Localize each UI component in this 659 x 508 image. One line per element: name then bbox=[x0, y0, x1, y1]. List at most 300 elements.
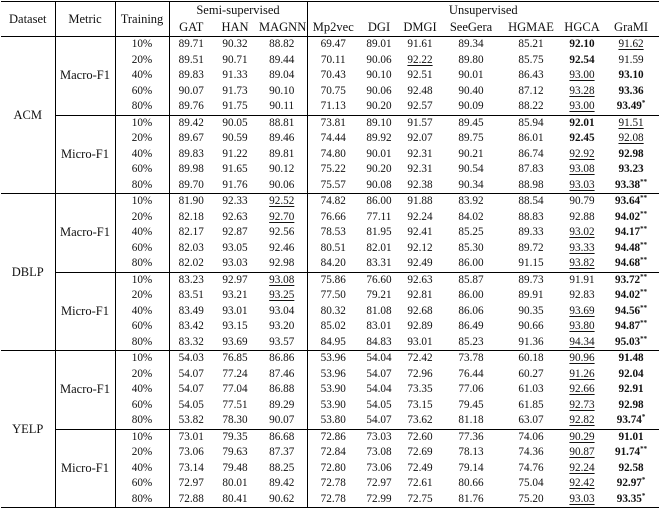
cell-hgca bbox=[561, 147, 603, 163]
cell-grami bbox=[603, 131, 659, 147]
cell-value: 91.73 bbox=[222, 84, 248, 97]
cell-dmgi bbox=[399, 476, 441, 492]
cell-value: 88.82 bbox=[269, 38, 295, 51]
metric-label: Macro-F1 bbox=[55, 37, 115, 116]
cell-dgi bbox=[359, 304, 399, 320]
cell-hgca bbox=[561, 476, 603, 492]
cell-gat bbox=[169, 241, 213, 257]
cell-value: 86.00 bbox=[366, 195, 392, 208]
cell-value: 91.88 bbox=[407, 195, 433, 208]
cell-value: 90.11 bbox=[269, 100, 295, 113]
cell-value: 93.08 bbox=[269, 273, 295, 286]
cell-hgca bbox=[561, 429, 603, 445]
cell-value: 72.60 bbox=[407, 430, 433, 443]
cell-value: 80.51 bbox=[320, 241, 346, 254]
cell-gat bbox=[169, 304, 213, 320]
cell-value: 73.15 bbox=[407, 398, 433, 411]
cell-value: 92.24 bbox=[569, 461, 595, 474]
cell-dmgi bbox=[399, 194, 441, 210]
cell-value: 73.62 bbox=[407, 414, 433, 427]
significance-marker: ** bbox=[640, 445, 648, 454]
cell-magnn bbox=[257, 241, 307, 257]
cell-hgca bbox=[561, 461, 603, 477]
cell-han bbox=[213, 147, 257, 163]
cell-value: 92.87 bbox=[222, 226, 248, 239]
cell-gat bbox=[169, 53, 213, 69]
cell-value: 86.43 bbox=[518, 69, 544, 82]
cell-grami bbox=[603, 256, 659, 272]
cell-gat bbox=[169, 351, 213, 367]
cell-value: 89.83 bbox=[178, 69, 204, 82]
cell-dgi bbox=[359, 147, 399, 163]
cell-value: 72.78 bbox=[320, 477, 346, 490]
cell-value: 90.07 bbox=[178, 84, 204, 97]
cell-value: 75.57 bbox=[320, 178, 346, 191]
cell-magnn bbox=[257, 398, 307, 414]
cell-value: 72.96 bbox=[407, 367, 433, 380]
cell-gat bbox=[169, 115, 213, 131]
cell-value: 90.20 bbox=[366, 163, 392, 176]
cell-value: 63.07 bbox=[518, 414, 544, 427]
cell-mp2vec bbox=[307, 178, 359, 194]
cell-hgmae bbox=[501, 492, 561, 508]
training-ratio: 80% bbox=[115, 178, 169, 194]
cell-mp2vec bbox=[307, 225, 359, 241]
cell-mp2vec bbox=[307, 256, 359, 272]
dataset-label: YELP bbox=[1, 351, 55, 508]
header-dataset: Dataset bbox=[1, 2, 55, 37]
cell-value: 77.11 bbox=[366, 210, 392, 223]
cell-hgca bbox=[561, 335, 603, 351]
training-ratio: 40% bbox=[115, 225, 169, 241]
cell-value: 90.34 bbox=[458, 178, 484, 191]
cell-value: 91.01 bbox=[618, 430, 644, 443]
cell-value: 72.86 bbox=[320, 430, 346, 443]
cell-hgmae bbox=[501, 382, 561, 398]
cell-value: 93.80 bbox=[569, 320, 595, 333]
cell-dgi bbox=[359, 335, 399, 351]
cell-seegera bbox=[441, 304, 501, 320]
cell-grami bbox=[603, 288, 659, 304]
cell-value: 92.10 bbox=[569, 38, 595, 51]
cell-hgmae bbox=[501, 68, 561, 84]
cell-value: 94.02 bbox=[614, 289, 641, 302]
cell-han bbox=[213, 162, 257, 178]
cell-grami bbox=[603, 382, 659, 398]
cell-grami bbox=[603, 492, 659, 508]
cell-value: 92.98 bbox=[269, 257, 295, 270]
cell-magnn bbox=[257, 413, 307, 429]
cell-dmgi bbox=[399, 288, 441, 304]
cell-han bbox=[213, 256, 257, 272]
cell-value: 92.56 bbox=[269, 226, 295, 239]
cell-dmgi bbox=[399, 413, 441, 429]
cell-dgi bbox=[359, 461, 399, 477]
cell-value: 82.03 bbox=[178, 241, 204, 254]
cell-value: 89.42 bbox=[178, 116, 204, 129]
cell-value: 90.21 bbox=[458, 147, 484, 160]
cell-value: 93.49 bbox=[616, 100, 642, 113]
cell-value: 92.91 bbox=[618, 383, 644, 396]
cell-value: 91.62 bbox=[618, 38, 644, 51]
cell-grami bbox=[603, 241, 659, 257]
cell-dgi bbox=[359, 351, 399, 367]
cell-hgmae bbox=[501, 131, 561, 147]
cell-seegera bbox=[441, 115, 501, 131]
header-method-grami: GraMI bbox=[603, 19, 659, 37]
cell-value: 85.02 bbox=[320, 320, 346, 333]
cell-hgmae bbox=[501, 178, 561, 194]
cell-mp2vec bbox=[307, 288, 359, 304]
cell-value: 73.06 bbox=[366, 461, 392, 474]
cell-value: 93.69 bbox=[222, 335, 248, 348]
training-ratio: 20% bbox=[115, 131, 169, 147]
cell-value: 93.05 bbox=[222, 241, 248, 254]
cell-value: 89.34 bbox=[458, 38, 484, 51]
cell-value: 91.61 bbox=[407, 38, 433, 51]
cell-han bbox=[213, 398, 257, 414]
cell-value: 90.01 bbox=[366, 147, 392, 160]
cell-seegera bbox=[441, 445, 501, 461]
metric-label: Macro-F1 bbox=[55, 194, 115, 273]
cell-dmgi bbox=[399, 335, 441, 351]
cell-value: 54.03 bbox=[178, 352, 204, 365]
cell-value: 88.22 bbox=[518, 100, 544, 113]
cell-dgi bbox=[359, 194, 399, 210]
cell-han bbox=[213, 53, 257, 69]
significance-marker: ** bbox=[640, 334, 648, 343]
cell-gat bbox=[169, 461, 213, 477]
cell-hgmae bbox=[501, 84, 561, 100]
cell-value: 94.02 bbox=[614, 210, 641, 223]
cell-han bbox=[213, 461, 257, 477]
cell-hgca bbox=[561, 68, 603, 84]
cell-hgmae bbox=[501, 413, 561, 429]
cell-hgmae bbox=[501, 37, 561, 53]
cell-value: 90.10 bbox=[366, 69, 392, 82]
cell-hgmae bbox=[501, 194, 561, 210]
cell-value: 93.02 bbox=[569, 226, 595, 239]
cell-value: 92.73 bbox=[569, 398, 595, 411]
header-method-gat: GAT bbox=[169, 19, 213, 37]
cell-value: 90.06 bbox=[366, 84, 392, 97]
cell-value: 90.06 bbox=[269, 178, 295, 191]
cell-seegera bbox=[441, 272, 501, 288]
cell-dmgi bbox=[399, 382, 441, 398]
cell-value: 93.57 bbox=[269, 335, 295, 348]
cell-dgi bbox=[359, 162, 399, 178]
cell-value: 93.04 bbox=[269, 304, 295, 317]
cell-han bbox=[213, 319, 257, 335]
cell-value: 89.91 bbox=[518, 289, 544, 302]
cell-hgmae bbox=[501, 99, 561, 115]
cell-value: 74.80 bbox=[320, 147, 346, 160]
cell-dgi bbox=[359, 398, 399, 414]
cell-gat bbox=[169, 382, 213, 398]
cell-hgca bbox=[561, 272, 603, 288]
cell-value: 91.59 bbox=[618, 53, 644, 66]
cell-magnn bbox=[257, 84, 307, 100]
cell-value: 77.51 bbox=[222, 398, 248, 411]
cell-value: 75.04 bbox=[518, 477, 544, 490]
cell-value: 76.66 bbox=[320, 210, 346, 223]
cell-seegera bbox=[441, 178, 501, 194]
cell-hgmae bbox=[501, 319, 561, 335]
significance-marker: ** bbox=[640, 272, 648, 281]
cell-hgca bbox=[561, 225, 603, 241]
cell-value: 73.01 bbox=[178, 430, 204, 443]
cell-value: 54.05 bbox=[366, 398, 392, 411]
cell-dgi bbox=[359, 131, 399, 147]
cell-magnn bbox=[257, 445, 307, 461]
cell-value: 85.25 bbox=[458, 226, 484, 239]
cell-gat bbox=[169, 335, 213, 351]
training-ratio: 10% bbox=[115, 37, 169, 53]
header-method-hgmae: HGMAE bbox=[501, 19, 561, 37]
cell-dgi bbox=[359, 492, 399, 508]
cell-value: 93.03 bbox=[222, 257, 248, 270]
cell-magnn bbox=[257, 335, 307, 351]
cell-value: 79.45 bbox=[458, 398, 484, 411]
cell-seegera bbox=[441, 351, 501, 367]
cell-value: 93.01 bbox=[407, 335, 433, 348]
cell-value: 87.12 bbox=[518, 84, 544, 97]
cell-value: 54.07 bbox=[178, 367, 204, 380]
cell-value: 88.98 bbox=[518, 178, 544, 191]
cell-value: 53.96 bbox=[320, 352, 346, 365]
cell-value: 85.87 bbox=[458, 273, 484, 286]
cell-value: 76.44 bbox=[458, 367, 484, 380]
training-ratio: 20% bbox=[115, 445, 169, 461]
dataset-label: ACM bbox=[13, 107, 42, 122]
training-ratio: 20% bbox=[115, 288, 169, 304]
training-ratio: 60% bbox=[115, 241, 169, 257]
cell-dmgi bbox=[399, 131, 441, 147]
significance-marker: ** bbox=[640, 177, 648, 186]
cell-han bbox=[213, 241, 257, 257]
cell-han bbox=[213, 99, 257, 115]
cell-value: 83.51 bbox=[178, 289, 204, 302]
cell-value: 85.75 bbox=[518, 53, 544, 66]
metric-label: Micro-F1 bbox=[55, 429, 115, 508]
cell-magnn bbox=[257, 288, 307, 304]
cell-hgca bbox=[561, 178, 603, 194]
cell-value: 86.49 bbox=[458, 320, 484, 333]
cell-han bbox=[213, 225, 257, 241]
cell-value: 86.88 bbox=[269, 383, 295, 396]
cell-value: 74.36 bbox=[518, 446, 544, 459]
cell-value: 86.01 bbox=[518, 132, 544, 145]
cell-value: 90.01 bbox=[458, 69, 484, 82]
cell-value: 92.12 bbox=[407, 241, 433, 254]
cell-dgi bbox=[359, 288, 399, 304]
cell-magnn bbox=[257, 210, 307, 226]
cell-value: 92.82 bbox=[569, 414, 595, 427]
cell-value: 77.04 bbox=[222, 383, 248, 396]
cell-value: 93.36 bbox=[618, 84, 644, 97]
cell-magnn bbox=[257, 37, 307, 53]
cell-value: 86.68 bbox=[269, 430, 295, 443]
cell-value: 72.99 bbox=[366, 492, 392, 505]
cell-value: 54.07 bbox=[366, 367, 392, 380]
cell-value: 54.05 bbox=[178, 398, 204, 411]
cell-value: 91.48 bbox=[618, 352, 644, 365]
training-ratio: 40% bbox=[115, 382, 169, 398]
cell-magnn bbox=[257, 476, 307, 492]
cell-grami bbox=[603, 162, 659, 178]
cell-value: 93.82 bbox=[569, 257, 595, 270]
cell-magnn bbox=[257, 53, 307, 69]
cell-value: 92.42 bbox=[569, 477, 595, 490]
cell-value: 90.66 bbox=[518, 320, 544, 333]
cell-seegera bbox=[441, 37, 501, 53]
significance-marker: * bbox=[641, 476, 646, 485]
cell-value: 54.04 bbox=[366, 352, 392, 365]
cell-value: 92.63 bbox=[222, 210, 248, 223]
cell-dgi bbox=[359, 210, 399, 226]
cell-hgca bbox=[561, 37, 603, 53]
cell-value: 92.89 bbox=[407, 320, 433, 333]
cell-dgi bbox=[359, 476, 399, 492]
cell-value: 88.81 bbox=[269, 116, 295, 129]
cell-dgi bbox=[359, 84, 399, 100]
cell-value: 94.17 bbox=[614, 226, 641, 239]
cell-value: 85.94 bbox=[518, 116, 544, 129]
cell-value: 87.37 bbox=[269, 446, 295, 459]
cell-seegera bbox=[441, 84, 501, 100]
cell-value: 80.32 bbox=[320, 304, 346, 317]
cell-magnn bbox=[257, 162, 307, 178]
cell-mp2vec bbox=[307, 319, 359, 335]
cell-han bbox=[213, 445, 257, 461]
cell-value: 92.08 bbox=[618, 132, 644, 145]
cell-value: 82.01 bbox=[366, 241, 392, 254]
cell-value: 73.06 bbox=[178, 446, 204, 459]
cell-value: 61.85 bbox=[518, 398, 544, 411]
cell-mp2vec bbox=[307, 492, 359, 508]
cell-dmgi bbox=[399, 84, 441, 100]
cell-hgca bbox=[561, 53, 603, 69]
table-row bbox=[1, 272, 659, 288]
cell-value: 80.01 bbox=[222, 477, 248, 490]
cell-hgmae bbox=[501, 445, 561, 461]
cell-han bbox=[213, 492, 257, 508]
cell-mp2vec bbox=[307, 304, 359, 320]
table-row bbox=[1, 429, 659, 445]
cell-gat bbox=[169, 476, 213, 492]
cell-value: 87.83 bbox=[518, 163, 544, 176]
cell-value: 79.48 bbox=[222, 461, 248, 474]
cell-value: 93.74 bbox=[616, 414, 642, 427]
cell-dgi bbox=[359, 429, 399, 445]
cell-magnn bbox=[257, 429, 307, 445]
cell-mp2vec bbox=[307, 84, 359, 100]
cell-hgca bbox=[561, 382, 603, 398]
cell-value: 89.72 bbox=[518, 241, 544, 254]
cell-mp2vec bbox=[307, 382, 359, 398]
cell-value: 72.97 bbox=[178, 477, 204, 490]
cell-value: 93.72 bbox=[614, 273, 641, 286]
cell-value: 91.76 bbox=[222, 178, 248, 191]
cell-magnn bbox=[257, 272, 307, 288]
cell-value: 89.45 bbox=[458, 116, 484, 129]
cell-han bbox=[213, 194, 257, 210]
cell-value: 89.33 bbox=[518, 226, 544, 239]
training-ratio: 60% bbox=[115, 476, 169, 492]
cell-dmgi bbox=[399, 461, 441, 477]
cell-value: 90.09 bbox=[458, 100, 484, 113]
cell-value: 93.23 bbox=[618, 163, 644, 176]
table-row bbox=[1, 194, 659, 210]
cell-value: 92.58 bbox=[618, 461, 644, 474]
cell-magnn bbox=[257, 131, 307, 147]
cell-value: 93.20 bbox=[269, 320, 295, 333]
cell-dmgi bbox=[399, 272, 441, 288]
results-body bbox=[1, 37, 659, 508]
cell-value: 89.70 bbox=[178, 178, 204, 191]
cell-seegera bbox=[441, 367, 501, 383]
cell-grami bbox=[603, 84, 659, 100]
cell-value: 89.01 bbox=[366, 38, 392, 51]
cell-grami bbox=[603, 37, 659, 53]
header-method-dmgi: DMGI bbox=[399, 19, 441, 37]
cell-value: 72.75 bbox=[407, 492, 433, 505]
cell-grami bbox=[603, 413, 659, 429]
training-ratio: 80% bbox=[115, 99, 169, 115]
cell-seegera bbox=[441, 147, 501, 163]
cell-value: 71.13 bbox=[320, 100, 346, 113]
cell-value: 87.46 bbox=[269, 367, 295, 380]
cell-dmgi bbox=[399, 147, 441, 163]
cell-seegera bbox=[441, 68, 501, 84]
significance-marker: ** bbox=[640, 303, 648, 312]
cell-value: 77.06 bbox=[458, 383, 484, 396]
cell-value: 90.05 bbox=[222, 116, 248, 129]
cell-value: 83.31 bbox=[366, 257, 392, 270]
cell-value: 90.35 bbox=[518, 304, 544, 317]
training-ratio: 10% bbox=[115, 351, 169, 367]
training-ratio: 60% bbox=[115, 398, 169, 414]
cell-hgmae bbox=[501, 162, 561, 178]
header-method-dgi: DGI bbox=[359, 19, 399, 37]
cell-value: 90.06 bbox=[366, 53, 392, 66]
cell-grami bbox=[603, 335, 659, 351]
cell-value: 90.29 bbox=[569, 430, 595, 443]
cell-grami bbox=[603, 319, 659, 335]
cell-seegera bbox=[441, 256, 501, 272]
cell-value: 72.84 bbox=[320, 446, 346, 459]
significance-marker: ** bbox=[640, 194, 648, 203]
training-ratio: 40% bbox=[115, 68, 169, 84]
cell-value: 94.87 bbox=[614, 320, 641, 333]
cell-value: 82.18 bbox=[178, 210, 204, 223]
cell-value: 83.49 bbox=[178, 304, 204, 317]
cell-value: 92.51 bbox=[407, 69, 433, 82]
cell-value: 93.01 bbox=[222, 304, 248, 317]
training-ratio: 60% bbox=[115, 84, 169, 100]
cell-value: 81.90 bbox=[178, 195, 204, 208]
cell-dmgi bbox=[399, 367, 441, 383]
cell-han bbox=[213, 131, 257, 147]
cell-value: 60.27 bbox=[518, 367, 544, 380]
cell-value: 92.81 bbox=[407, 289, 433, 302]
cell-han bbox=[213, 367, 257, 383]
cell-grami bbox=[603, 53, 659, 69]
cell-mp2vec bbox=[307, 241, 359, 257]
cell-mp2vec bbox=[307, 210, 359, 226]
cell-value: 91.65 bbox=[222, 163, 248, 176]
cell-value: 83.01 bbox=[366, 320, 392, 333]
